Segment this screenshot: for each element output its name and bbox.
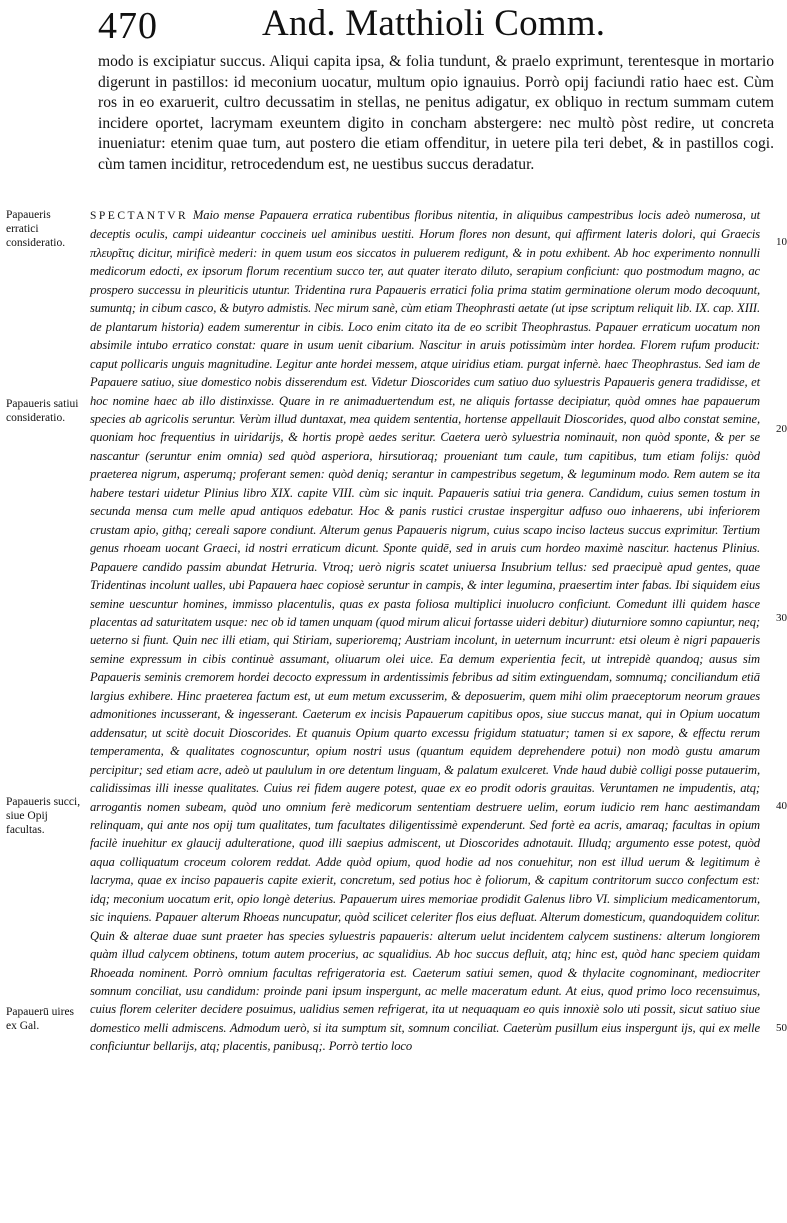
line-number-30: 30 [776, 612, 787, 624]
line-number-10: 10 [776, 236, 787, 248]
main-paragraph [90, 206, 760, 1056]
margin-note-galen: Papauerū uires ex Gal. [6, 1006, 75, 1032]
margin-note-satiui: Papaueris satiui consideratio. [6, 398, 79, 424]
margin-note-erratici: Papaueris erratici consideratio. [6, 209, 66, 249]
page-number: 470 [98, 5, 158, 47]
margin-note-opij: Papaueris succi, siue Opij facultas. [6, 796, 81, 836]
main-body: Maio mense Papauera erratica rubentibus floribus nitentia, in aliquibus campestribus locis adeò numerosa, ut deceptis oculis, campi uideantur coccineis uel aminibus uestiti. Horum flores non desunt, qui affirment lateris dolori, qui Graecis πλευρῖτις dicitur, mirificè mederi: in quem usum eos siccatos in puluerem redigunt, & in potu exhibent. Ab hoc experimento nonnulli medicorum edocti, ex ipsorum florum recentium succo ter, aut quater iterato diluto, serapium conficiunt: quo postmodum magno, ac prospero successu in pleuriticis utuntur. Tridentina rura Papaueris erratici folia prima statim germinatione olerum modo decoquunt, sumuntq; in cibum casco, & butyro admistis. Nec mirum sanè, cùm etiam Theophrasti aetate (ut ipse scriptum reliquit lib. IX. cap. XIII. de plantarum historia) eadem sumerentur in cibis. Loco enim citato ita de eo scribit Theophrastus. Papauer erraticum uocatum non absimile intubo erratico constat: quare in usum uenit cibarium. Nascitur in aruis potissimùm inter hordea. Florem rufum producit: caput pollicaris unguis magnitudine. Legitur ante hordei messem, atque uiridius etiam. purgat infernè. haec Theophrastus. Sed iam de Papauere satiuo, siue domestico nobis disserendum est. Videtur Dioscorides cum satiuo duo syluestris Papaueris genera tradidisse, et hoc nomine haec ab illo distinxisse. Quare in re animaduertendum est, ne aliquis fortasse decipiatur, quòd omnes hae papauerum species ab agricolis seruntur. Verùm illud duntaxat, mea quidem sententia, hortense appellauit Dioscorides, quod albo constat semine, quoniam hoc frequentius in uiridarijs, & hortis propè aedes seritur. Caetera uerò syluestria nominauit, non quòd sponte, & per se nascantur (seruntur enim omnia) sed quòd asperiora, hirsutioraq; proueniant tum caule, tum capitibus, tum etiam folijs: quòd praeterea nigrum, asperumq; proferant semen: quòd deniq; serantur in campestribus segetum, & leguminum modo. Rem autem se ita habere testari uidetur Plinius libro XIX. capite VIII. cùm sic inquit. Papaueris satiui tria genera. Candidum, cuius semen tostum in secunda mensa cum melle apud antiquos edebatur. Hoc & panis rustici crustae inspergitur adfuso ouo inhaerens, ubi inferiorem crustam apio, githq; cereali sapore condiunt. Alterum genus Papaueris nigrum, cuius scapo inciso lacteus succus exprimitur. Tertium genus rhoeam uocant Graeci, id nostri erraticum dicunt. Sponte quidē, sed in aruis cum hordeo maximè nascitur. hactenus Plinius. Papauere candido passim abundat Hetruria. Vtroq; uerò nigris scatet uniuersa Insubrium tellus: sed praecipuè apud gentes, quae Tridentinas incolunt ualles, ubi Papauera haec copiosè seruntur in campis, & inter legumina, praesertim inter fabas. Ibi siquidem eius semine uescuntur homines, immisso placentulis, quas ex pasta foliosa multiplici inuolucro conficiunt. Comedunt illi quidem hasce placentas ad saturitatem usque: nec ob id tamen unquam (quod mirum alicui fortasse uideri debitur) diuturniore somno capiuntur, neq; ueterno si fiunt. Quin nec illi etiam, qui Stiriam, superioremq; Austriam incolunt, in ueternum incurrunt: etsi oleum è nigri papaueris semine expressum in cibis continuè assumant, oliuarum olei uice. Ea demum experientia fecit, ut intrepidè quandoq; ausus sim Papaueris seminis cremorem hordei decocto expressum in ardentissimis febribus ad sitim extinguendam, somnumq; conciliandum etiā largius exhibere. Hinc praeterea factum est, ut eum metum excusserim, & deposuerim, quem mihi olim praeceptorum neorum graues admonitiones incusserant, & ingesserant. Caeterum ex incisis Papauerum capitibus opos, siue succus manat, qui in Opium uocatum addensatur, ut scitè docuit Dioscorides. Et quanuis Opium quarto excessu frigidum statuatur; tamen si ex sapore, & effectu rerum temperamenta, & qualitates cognoscuntur, opium nostri usus (quantum equidem deprehendere potui) non modò gustu amarum percipitur; sed etiam acre, adeò ut paululum in ore detentum linguam, & palatum exulceret. Vnde haud dubiè colligi posse putauerim, calidissimas illi inesse qualitates. Cuius rei fidem augere potest, quae ex eo prodit odoris grauitas. Veruntamen ne impudentis, atq; arrogantis nomen subeam, quòd uno omnium ferè medicorum sententiam destruere uelim, eorum iudicio rem hanc aestimandam relinquam, qui ante nos opij tum qualitates, tum facultates diligentissimè expenderunt. Sed fortè ea acris, amaraq; facultas in opium facilè inuehitur ex glaucij adulteratione, quod illi saepius admiscent, ut Dioscorides adnotauit. Illudq; argumento esse potest, quòd aqua colliquatum croceum colorem reddat. Adde quòd opium, quod hodie ad nos conuehitur, non est illud uerum & legitimum è lacryma, quae ex inciso papaueris capite exierit, concretum, sed potius hoc è foliorum, & capitum contritorum succo confectum est: idq; meconium uocatum erit, opio longè deterius. Papauerum uires memoriae prodidit Galenus libro VI. simplicium medicamentorum, sic inquiens. Papauer alterum Rhoeas nuncupatur, quòd scilicet celeriter flos eius defluat. Alterum domesticum, quandoquidem colitur. Quin & alterae duae sunt praeter has species syluestris papaueris: alterum uelut incidentem calycem sustinens: alterum longiorem quàm illud calycem obtinens, totum autem procerius, ac squalidius. Ab hoc succus defluit, atq; hinc est, quòd hanc speciem quidam Rhoeada nominent. Porrò omnium facultas refrigeratoria est. Caeterum satiui semen, quod & thylacite cognominant, mediocriter somnum conciliat, usu candidum: proinde pani ipsum inspergunt, ac melle maceratum edunt. At eius, quod primo loco recensuimus, cuius florem celeriter decidere posuimus, ualidius semen refrigerat, ita ut nequaquam eo quis innoxiè solo uti possit, sicut satiuo siue domestico melli admiscens. Admodum uerò, si ita sumptum sit, somnum conciliat. Caeterùm pusillum eius inspergunt ijs, qui ex melle conficiuntur bellarijs, atq; placentis, panibusq;. Porrò tertio loco [90, 208, 760, 1054]
page-header [0, 0, 787, 56]
line-number-20: 20 [776, 423, 787, 435]
line-number-40: 40 [776, 800, 787, 812]
lead-word: SPECTANTVR [90, 210, 189, 222]
line-number-50: 50 [776, 1022, 787, 1034]
intro-text: modo is excipiatur succus. Aliqui capita ipsa, & folia tundunt, & praelo exprimunt, terentesque in mortario digerunt in pastillos: id meconium uocatur, multum opio ignauius. Porrò opij faciundi ratio haec est. Cùm ros in eo exaruerit, cultro decussatim in stellas, ne penitus adigatur, ex obliquo in rectum summam cutem incidere oportet, lacrymam exeuntem digito in concham abstergere: nec multò pòst redire, ut concreta inueniatur: etenim quae tum, aut postero die etiam offenditur, in uetere pila teri debet, & in pastillos cogi. cùm tamen inciditur, retrocedendum est, ne uestibus succus deradatur. [98, 53, 774, 173]
running-head: And. Matthioli Comm. [262, 3, 606, 44]
intro-paragraph [98, 52, 774, 176]
main-text-block [90, 206, 760, 1056]
